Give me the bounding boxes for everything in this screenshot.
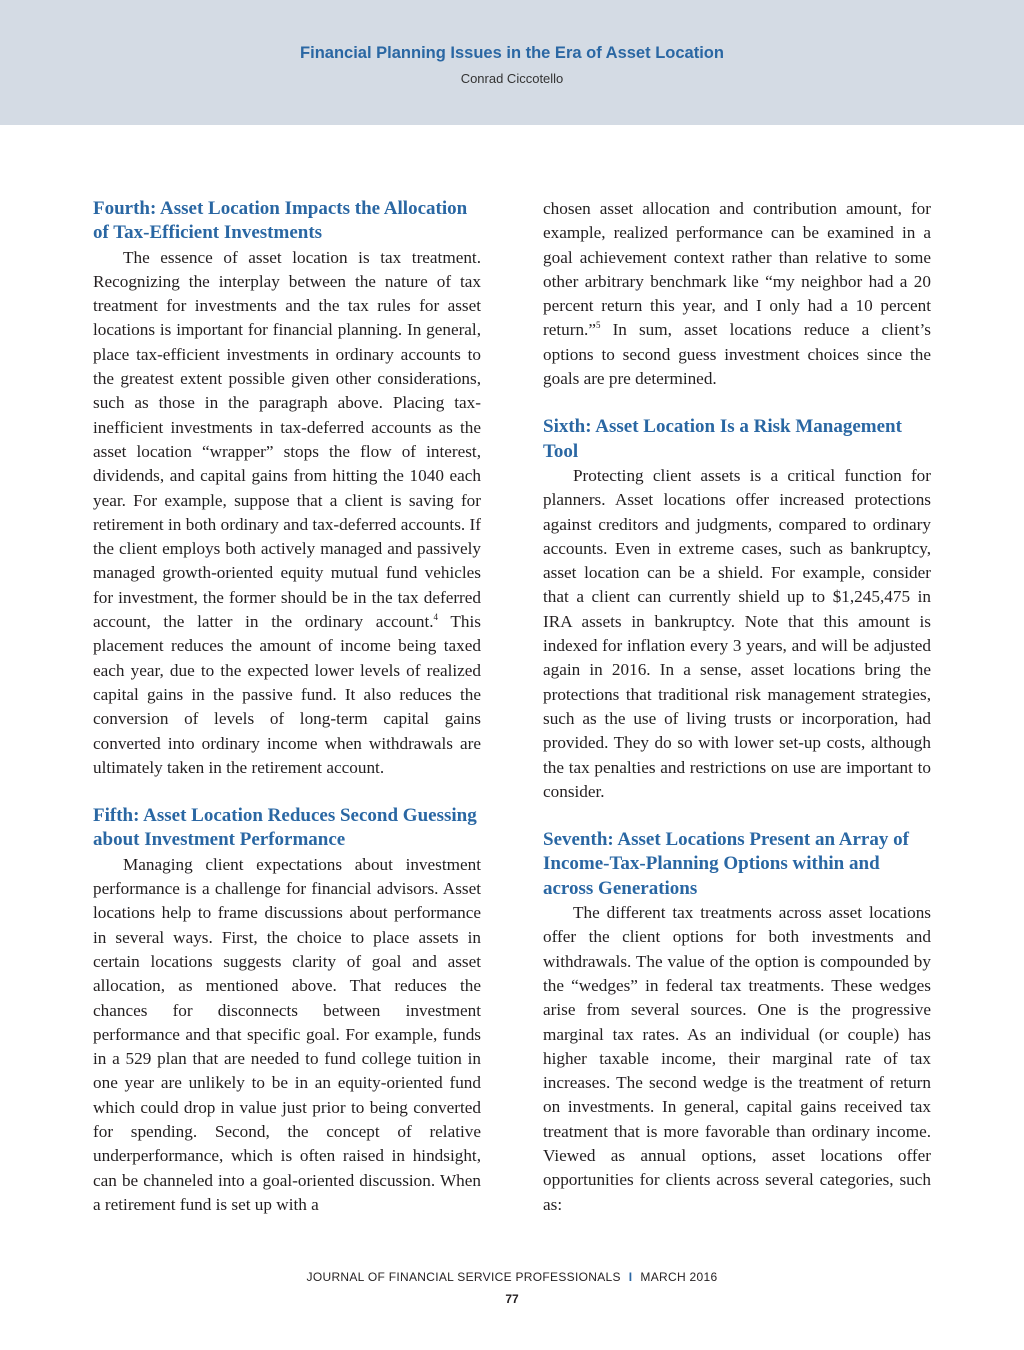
footnote-ref: 5 bbox=[595, 320, 601, 331]
section-fifth-paragraph: Managing client expectations about investment performance is a challenge for financial advisors. Asset locations help to frame discussions about performance in several ways. First, the choice to place assets in certain locations suggests clarity of goal and asset allocation, as mentioned above. That reduces the chances for disconnects between investment performance and that specific goal. For example, funds in a 529 plan that are needed to fund college tuition in one year are unlikely to be in an equity-oriented fund which could drop in value just prior to being converted for spending. Second, the concept of relative underperformance, which is often raised in hindsight, can be channeled into a goal-oriented discussion. When a retirement fund is set up with a bbox=[93, 854, 481, 1214]
page-number: 77 bbox=[505, 1292, 519, 1306]
running-author: Conrad Ciccotello bbox=[460, 71, 564, 86]
section-heading-fourth: Fourth: Asset Location Impacts the Allocation of Tax-Efficient Investments bbox=[93, 198, 468, 244]
left-column bbox=[93, 197, 481, 1217]
paragraph-text: This placement reduces the amount of income being taxed each year, due to the expected lower levels of realized capital gains in the passive fund. It also reduces the conversion of levels of long-term capital gains converted into ordinary income when withdrawals are ultimately taken in the retirement account. bbox=[93, 612, 481, 777]
footer-separator: I bbox=[628, 1270, 633, 1284]
header-band bbox=[0, 0, 1024, 125]
section-heading-fifth: Fifth: Asset Location Reduces Second Guessing about Investment Performance bbox=[93, 805, 477, 851]
page-footer bbox=[0, 1270, 1024, 1284]
section-seventh-paragraph: The different tax treatments across asset locations offer the client options for both investments and withdrawals. The value of the option is compounded by the “wedges” in federal tax treatments. These wedges arise from several sources. One is the progressive marginal tax rates. As an individual (or couple) has higher taxable income, their marginal rate of tax increases. The second wedge is the treatment of return on investments. In general, capital gains received tax treatment that is more favorable than ordinary income. Viewed as annual options, asset locations offer opportunities for clients across several categories, such as: bbox=[543, 903, 931, 1214]
section-heading-sixth: Sixth: Asset Location Is a Risk Management Tool bbox=[543, 416, 902, 462]
paragraph-text: The essence of asset location is tax treatment. Recognizing the interplay between the nature of tax treatment for investments and the tax rules for asset locations is important for financial planning. In general, place tax-efficient investments in ordinary accounts to the greatest extent possible given other considerations, such as those in the paragraph above. Placing tax-inefficient investments in tax-deferred accounts as the asset location “wrapper” stops the flow of interest, dividends, and capital gains from hitting the 1040 each year. For example, suppose that a client is saving for retirement in both ordinary and tax-deferred accounts. If the client employs both actively managed and passively managed growth-oriented equity mutual fund vehicles for investment, the former should be in the tax deferred account, the latter in the ordinary account. bbox=[93, 247, 481, 632]
right-column bbox=[543, 197, 931, 1217]
section-heading-seventh: Seventh: Asset Locations Present an Array of Income-Tax-Planning Options within and across Generations bbox=[543, 829, 909, 899]
footnote-ref: 4 bbox=[433, 612, 439, 623]
journal-name: JOURNAL OF FINANCIAL SERVICE PROFESSIONALS bbox=[306, 1270, 621, 1284]
paragraph-text: In sum, asset locations reduce a client’s options to second guess investment choices since the goals are pre determined. bbox=[543, 320, 931, 389]
paragraph-text: chosen asset allocation and contribution amount, for example, realized performance can be examined in a goal achievement context rather than relative to some other arbitrary benchmark like “my neighbor had a 20 percent return this year, and I only had a 10 percent return.” bbox=[543, 199, 931, 340]
section-fourth-paragraph bbox=[93, 246, 481, 781]
running-title: Financial Planning Issues in the Era of Asset Location bbox=[300, 44, 724, 62]
section-fifth-continued bbox=[543, 197, 931, 391]
section-sixth-paragraph: Protecting client assets is a critical function for planners. Asset locations offer increased protections against creditors and judgments, compared to ordinary accounts. Even in extreme cases, such as bankruptcy, asset location can be a shield. For example, consider that a client can currently shield up to $1,245,475 in IRA assets in bankruptcy. Note that this amount is indexed for inflation every 3 years, and will be adjusted again in 2016. In a sense, asset locations bring the protections that traditional risk management strategies, such as the use of living trusts or incorporation, had provided. They do so with lower set-up costs, although the tax penalties and restrictions on use are important to consider. bbox=[543, 465, 931, 801]
issue-date: MARCH 2016 bbox=[640, 1270, 718, 1284]
